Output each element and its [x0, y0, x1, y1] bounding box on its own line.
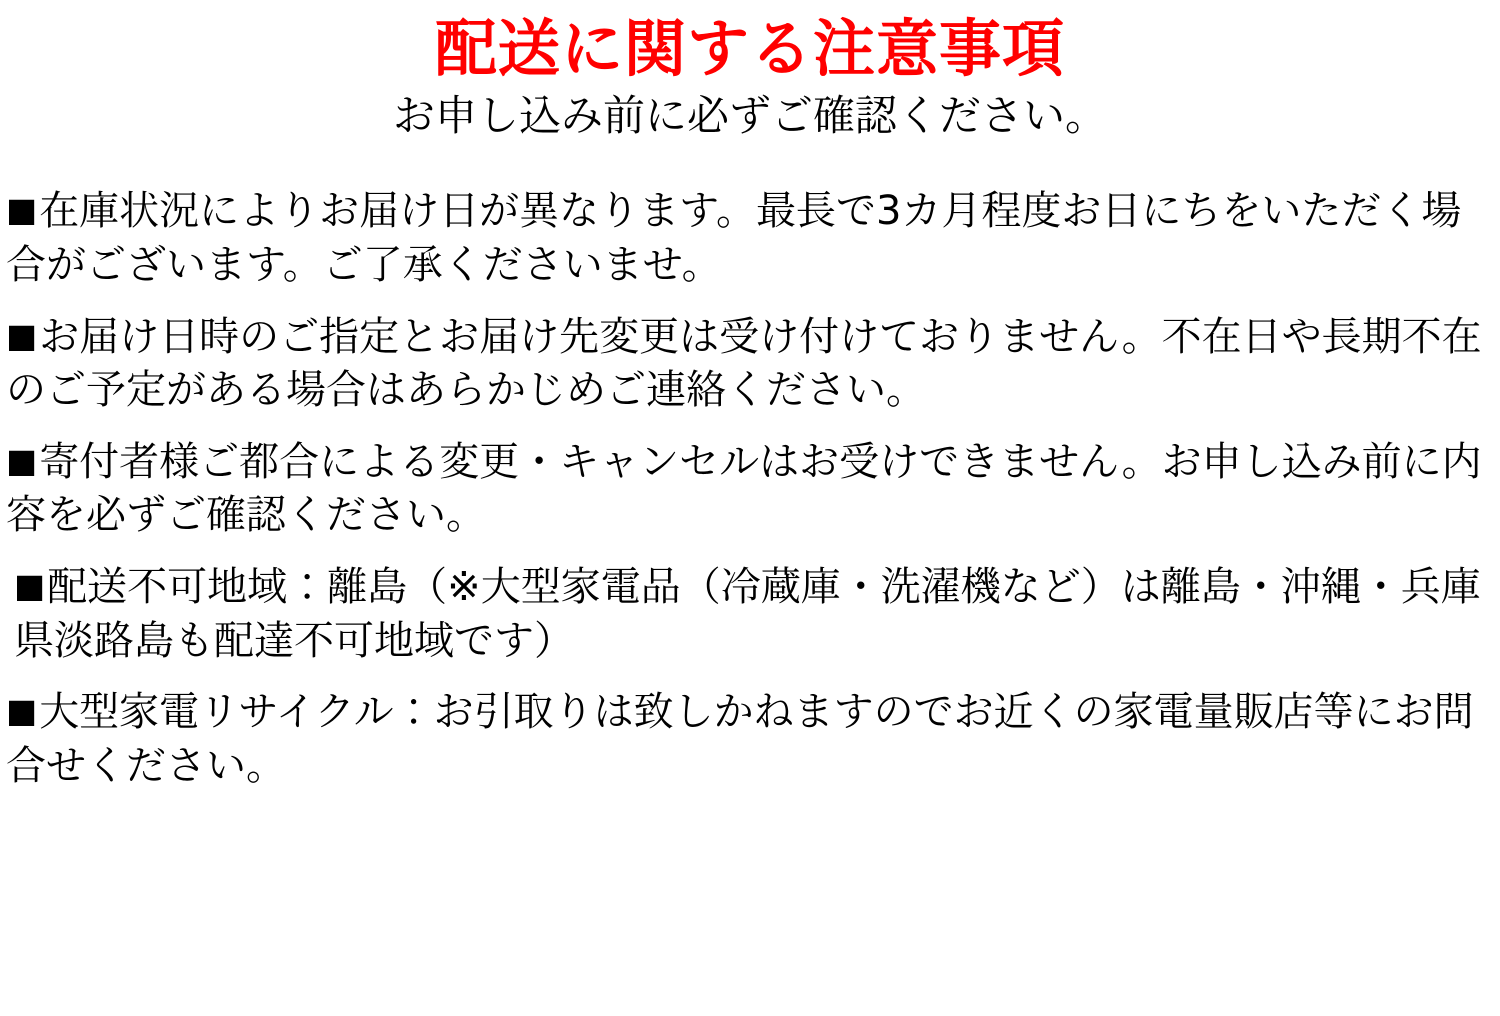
notes-list: [0, 185, 1500, 793]
bullet-icon: ■: [6, 190, 38, 230]
page-subtitle: お申し込み前に必ずご確認ください。: [392, 91, 1107, 141]
note-item: [6, 436, 1490, 543]
note-text: 大型家電リサイクル：お引取りは致しかねますのでお近くの家電量販店等にお問合せください。: [6, 689, 1474, 789]
note-item: [6, 185, 1490, 292]
note-text: お届け日時のご指定とお届け先変更は受け付けておりません。不在日や長期不在のご予定がある場合はあらかじめご連絡ください。: [6, 313, 1482, 414]
bullet-icon: ■: [6, 440, 38, 480]
note-item: [6, 561, 1490, 668]
note-item: [6, 686, 1490, 793]
bullet-icon: ■: [14, 566, 46, 606]
bullet-icon: ■: [6, 315, 38, 355]
page-title: 配送に関する注意事項: [434, 12, 1065, 85]
note-text: 寄付者様ご都合による変更・キャンセルはお受けできません。お申し込み前に内容を必ずご確認ください。: [6, 438, 1482, 539]
bullet-icon: ■: [6, 691, 38, 731]
delivery-notice-page: [0, 12, 1500, 1016]
note-item: [6, 311, 1490, 418]
note-text: 在庫状況によりお届け日が異なります。最長で3カ月程度お日にちをいただく場合がございます。ご了承くださいませ。: [6, 188, 1462, 289]
note-text: 配送不可地域：離島（※大型家電品（冷蔵庫・洗濯機など）は離島・沖縄・兵庫県淡路島も配達不可地域です）: [14, 564, 1481, 664]
